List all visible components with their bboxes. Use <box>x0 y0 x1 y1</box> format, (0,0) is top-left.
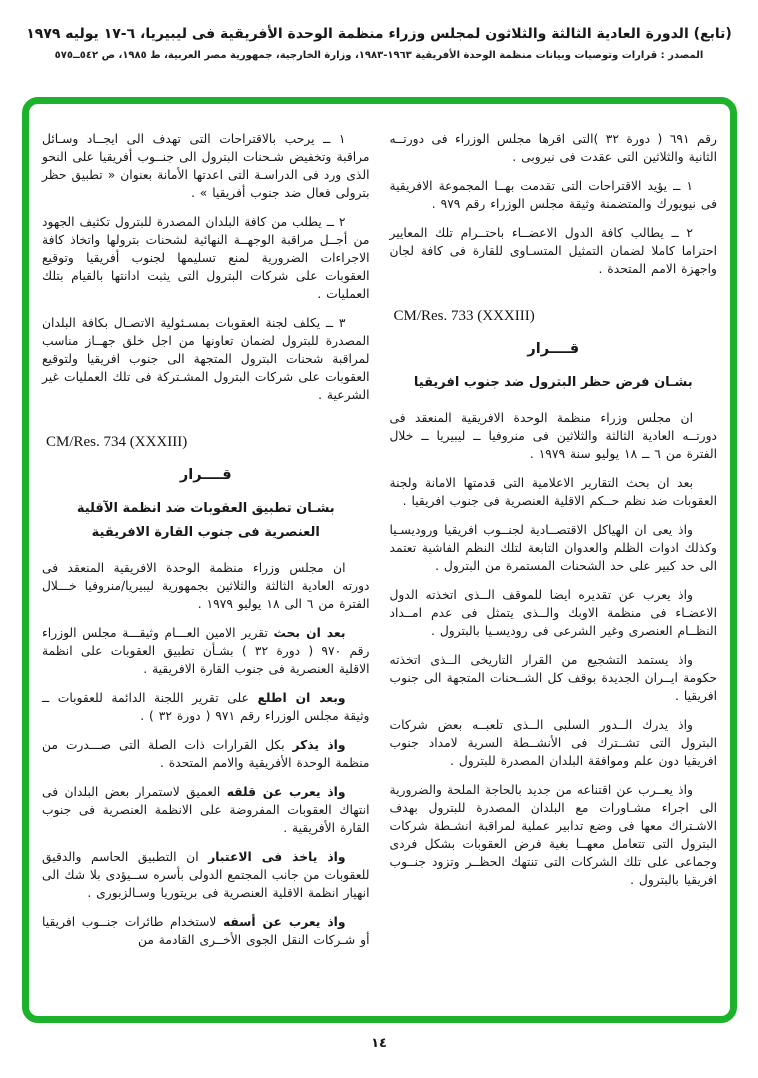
paragraph: بعد ان بحث التقارير الاعلامية التى قدمتها الامانة ولجنة العقوبات ضد نظم حــكم الاقلية العنصرية فى جنوب افريقيا . <box>389 476 717 508</box>
page-header <box>0 0 758 61</box>
bold-lead: واذ يعرب عن قلقه <box>226 785 346 799</box>
column-second-rtl <box>42 130 370 1016</box>
decision-heading: قــــرار <box>179 467 232 483</box>
resolution-code-733: CM/Res. 733 (XXXIII) <box>393 308 535 324</box>
paragraph-item-2: ٢ ــ يطالب كافة الدول الاعضــاء باحتــرام تلك المعايير احتراما كاملا لضمان التمثيل المتسـاوى للقارة فى كافة لجان واجهزة الامم المتحدة . <box>389 226 717 276</box>
paragraph <box>42 689 370 725</box>
paragraph-rest: لاستخدام طائرات جنــوب افريقيا أو شـركات النقل الجوى الأخــرى القادمة من <box>42 915 370 947</box>
paragraph: ان مجلس وزراء منظمة الوحدة الافريقية المنعقد فى دورتــه العادية الثالثة والثلاثين فى منروفيا ــ ليبيريا ــ خلال الفترة من ٦ ــ ١٨ يوليو سنة ١٩٧٩ . <box>389 411 717 461</box>
two-column-text <box>29 104 730 1016</box>
resolution-code-734: CM/Res. 734 (XXXIII) <box>46 434 188 450</box>
bold-lead: وبعد ان اطلع <box>257 691 346 705</box>
source-note: المصدر : قرارات وتوصيات وبيانات منظمة الوحدة الأفريقية ١٩٦٣-١٩٨٣، وزارة الخارجية، جمهورية مصر العربية، ط ١٩٨٥، ص ٥٤٢ــ٥٧٥ <box>54 50 704 61</box>
session-title: (تابع) الدورة العادية الثالثة والثلاثون لمجلس وزراء منظمة الوحدة الأفريقية فى ليبيريا، ٦-١٧ يوليه ١٩٧٩ <box>26 26 732 42</box>
column-first-rtl <box>390 130 718 1016</box>
decision-subject-line2: العنصرية فى جنوب القارة الافريقية <box>91 525 320 540</box>
bold-lead: واذ يذكر <box>292 738 346 752</box>
paragraph-rest: العميق لاستمرار بعض البلدان فى انتهاك العقوبات المفروضة على الانظمة العنصرية فى جنوب القارة الأفريقية . <box>42 785 370 835</box>
decision-subject-line1: بشـان تطبيق العقوبات ضد انظمة الآقلية <box>76 501 335 516</box>
paragraph <box>42 848 370 902</box>
paragraph: واذ يستمد التشجيع من القرار التاريخى الــذى اتخذته حكومة ايــران الجديدة بوقف كل الشــحنات المتجهة الى جنوب افريقيا . <box>389 653 717 703</box>
paragraph: واذ يدرك الــدور السلبى الــذى تلعبــه بعض شركات البترول التى تشــترك فى الأنشــطة السرية لامداد جنوب افريقيا دون علم وموافقة البلدان المصدرة للبترول . <box>389 718 717 768</box>
paragraph <box>42 736 370 772</box>
bold-lead: بعد ان بحث <box>273 626 346 640</box>
paragraph <box>42 913 370 949</box>
decision-subject: بشـان فرض حظر البترول ضد جنوب افريقيا <box>413 375 693 390</box>
paragraph: واذ يعــرب عن اقتناعه من جديد بالحاجة الملحة والضرورية الى اجراء مشـاورات مع البلدان المصدرة للبترول بهدف الاشـتراك معها فى وضع تدابير عملية لمراقبة انشـطة شركات البترول التى تتعامل معهــا بغية فرض العقوبات بشكل فردى وجماعى على تلك الشركات التى تنتهك الحظــر وتزود جنــوب افريقيا بالبترول . <box>389 783 717 887</box>
paragraph-item-1: ١ ــ يرحب بالاقتراحات التى تهدف الى ايجــاد وسـائل مراقبة وتخفيض شـحنات البترول الى جنــوب أفريقيا على النحو الذى ورد فى الدراسـة التى اعدتها الأمانة بعنوان « تطبيق حظر بترولى فعال ضد جنوب أفريقيا » . <box>42 132 370 200</box>
paragraph-item-2: ٢ ــ يطلب من كافة البلدان المصدرة للبترول تكثيف الجهود من أجــل مراقبة الوجهــة النهائية لشحنات بترولها واتخاذ كافة الاجراءات الضرورية لمنع تسليمها لجنوب أفريقيا وتوقيع العقوبات على شركات البترول التى يثبت ادانتها بالقيام بتلك العمليات . <box>42 215 370 301</box>
paragraph-rest: على تقرير اللجنة الدائمة للعقوبات ــ وثيقة مجلس الوزراء رقم ٩٧١ ( دورة ٣٢ ) . <box>42 691 370 723</box>
bold-lead: واذ يعرب عن أسفه <box>222 915 346 929</box>
paragraph: واذ يعرب عن تقديره ايضا للموقف الــذى اتخذته الدول الاعضـاء فى منظمة الاوبك والــذى يتمثل فى عدم امــداد النظــام العنصرى وغير الشرعى فى روديسـيا بالبترول . <box>389 588 717 638</box>
paragraph: واذ يعى ان الهياكل الاقتصــادية لجنــوب افريقيا وروديسـيا وكذلك ادوات الظلم والعدوان التابعة لتلك النظم الفاشية تعتمد الى حد كبير على حد الشحنات المستمرة من البترول . <box>389 523 717 573</box>
green-annotation-frame <box>22 97 737 1023</box>
paragraph-item-3: ٣ ــ يكلف لجنة العقوبات بمسـئولية الاتصـال بكافة البلدان المصدرة للبترول لضمان تعاونها من اجل خلق جهــاز مناسب لمراقبة شحنات البترول المتجهة الى جنوب افريقيا ولتوقيع العقوبات على شركات البترول المشـتركة فى تلك العمليات غير الشرعية . <box>42 316 370 402</box>
paragraph-item-1: ١ ــ يؤيد الاقتراحات التى تقدمت بهــا المجموعة الافريقية فى نيويورك والمتضمنة وثيقة مجلس الوزراء رقم ٩٧٩ . <box>389 179 717 211</box>
paragraph <box>42 783 370 837</box>
paragraph: ان مجلس وزراء منظمة الوحدة الافريقية المنعقد فى دورته العادية الثالثة والثلاثين بجمهورية ليبيريا/منروفيا خـــلال الفترة من ٦ الى ١٨ يوليو ١٩٧٩ . <box>42 561 370 611</box>
paragraph-rest: ان التطبيق الحاسم والدقيق للعقوبات من جانب المجتمع الدولى بأسره ســيؤدى بلا شك الى انهيار انظمة الاقلية العنصرية فى بريتوريا وسـالزبورى . <box>42 850 370 900</box>
paragraph-continuation: رقم ٦٩١ ( دورة ٣٢ )التى اقرها مجلس الوزراء فى دورتــه الثانية والثلاثين التى عقدت فى نيروبى . <box>389 132 717 164</box>
paragraph <box>42 624 370 678</box>
decision-subject <box>42 497 370 545</box>
decision-heading: قــــرار <box>527 341 580 357</box>
paragraph-rest: تقرير الامين العـــام وثيقـــة مجلس الوزراء رقم ٩٧٠ ( دورة ٣٢ ) بشـأن تطبيق العقوبات على انظمة الاقلية العنصرية فى جنوب القارة الافريقية . <box>42 626 370 676</box>
paragraph-rest: بكل القرارات ذات الصلة التى صـــدرت من منظمة الوحدة الأفريقية والامم المتحدة . <box>42 738 370 770</box>
page-number: ١٤ <box>371 1036 387 1051</box>
bold-lead: واذ ياخذ فى الاعتبار <box>208 850 346 864</box>
